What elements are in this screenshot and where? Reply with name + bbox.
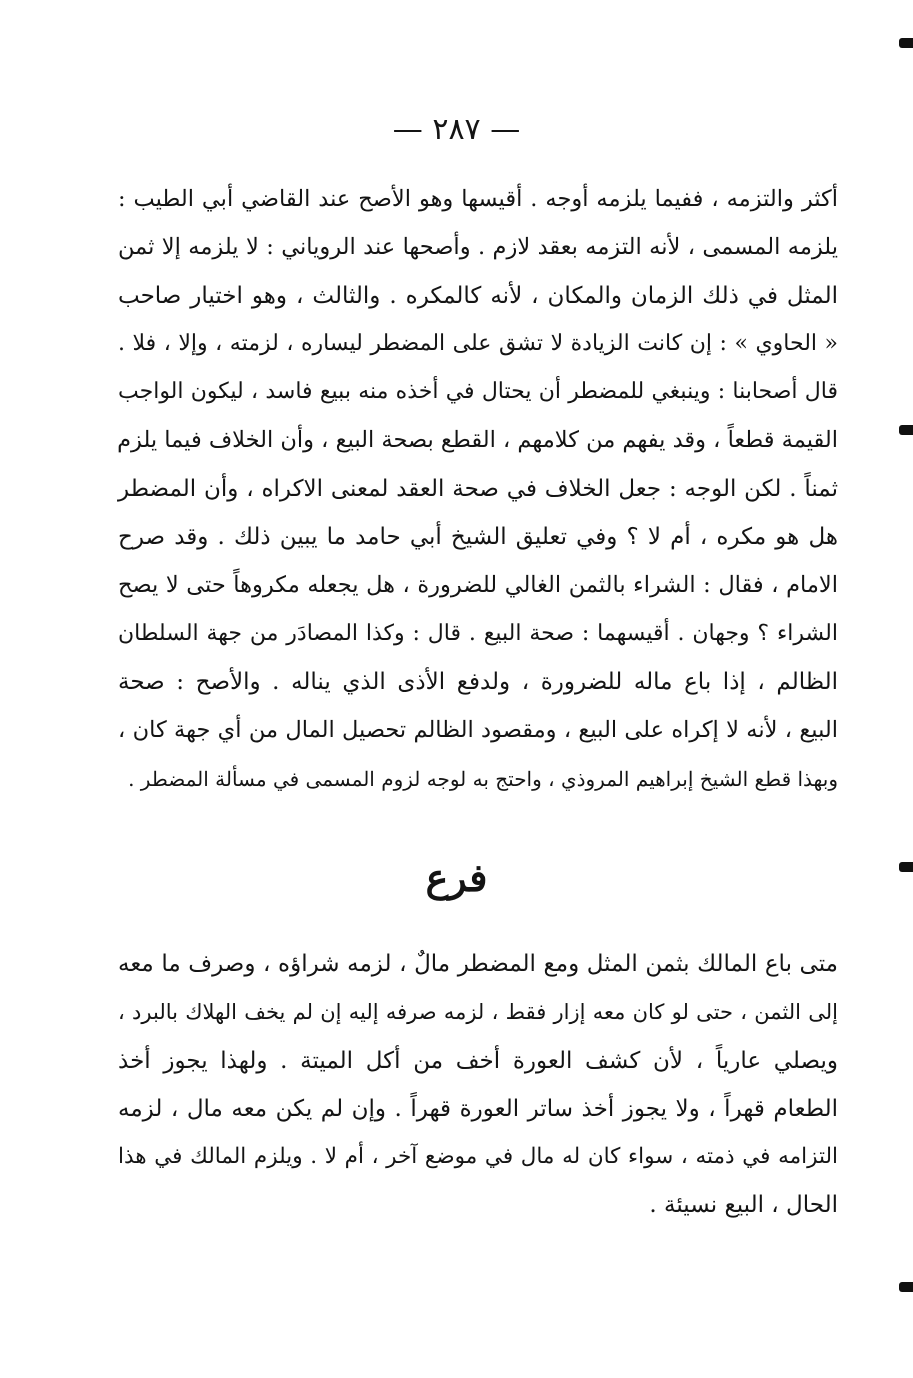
paragraph-main xyxy=(118,175,838,803)
text-line: الشراء ؟ وجهان . أقيسهما : صحة البيع . قال : وكذا المصادَر من جهة السلطان xyxy=(118,620,838,646)
margin-mark xyxy=(899,425,913,435)
text-line: ويصلي عارياً ، لأن كشف العورة أخف من أكل الميتة . ولهذا يجوز أخذ xyxy=(118,1047,838,1074)
text-line: متى باع المالك بثمن المثل ومع المضطر مالٌ ، لزمه شراؤه ، وصرف ما معه xyxy=(118,951,838,977)
text-line: يلزمه المسمى ، لأنه التزمه بعقد لازم . وأصحها عند الروياني : لا يلزمه إلا ثمن xyxy=(118,234,838,261)
page-number: — ٢٨٧ — xyxy=(392,112,521,147)
margin-mark xyxy=(899,1282,913,1292)
text-line: قال أصحابنا : وينبغي للمضطر أن يحتال في أخذه منه ببيع فاسد ، ليكون الواجب xyxy=(118,379,838,405)
text-line: الامام ، فقال : الشراء بالثمن الغالي للضرورة ، هل يجعله مكروهاً حتى لا يصح xyxy=(118,572,838,599)
text-line: إلى الثمن ، حتى لو كان معه إزار فقط ، لزمه صرفه إليه إن لم يخف الهلاك بالبرد ، xyxy=(118,1000,838,1025)
text-line: هل هو مكره ، أم لا ؟ وفي تعليق الشيخ أبي حامد ما يبين ذلك . وقد صرح xyxy=(118,524,838,551)
text-line: « الحاوي » : إن كانت الزيادة لا تشق على المضطر ليساره ، لزمته ، وإلا ، فلا . xyxy=(118,330,838,356)
text-line: البيع ، لأنه لا إكراه على البيع ، ومقصود الظالم تحصيل المال من أي جهة كان ، xyxy=(118,717,838,744)
text-line: الطعام قهراً ، ولا يجوز أخذ ساتر العورة قهراً . وإن لم يكن معه مال ، لزمه xyxy=(118,1095,838,1122)
paragraph-far xyxy=(118,940,838,1230)
text-line: المثل في ذلك الزمان والمكان ، لأنه كالمكره . والثالث ، وهو اختيار صاحب xyxy=(118,282,838,309)
text-line: الحال ، البيع نسيئة . xyxy=(649,1192,838,1219)
text-line: ثمناً . لكن الوجه : جعل الخلاف في صحة العقد لمعنى الاكراه ، وأن المضطر xyxy=(118,475,838,502)
text-line: وبهذا قطع الشيخ إبراهيم المروذي ، واحتج به لوجه لزوم المسمى في مسألة المضطر . xyxy=(128,766,838,791)
text-line: الظالم ، إذا باع ماله للضرورة ، ولدفع الأذى الذي يناله . والأصح : صحة xyxy=(118,668,838,695)
text-line: القيمة قطعاً ، وقد يفهم من كلامهم ، القطع بصحة البيع ، وأن الخلاف فيما يلزم xyxy=(117,427,838,454)
margin-mark xyxy=(899,862,913,872)
text-line: التزامه في ذمته ، سواء كان له مال في موضع آخر ، أم لا . ويلزم المالك في هذا xyxy=(118,1144,838,1170)
margin-mark xyxy=(899,38,913,48)
text-line: أكثر والتزمه ، ففيما يلزمه أوجه . أقيسها وهو الأصح عند القاضي أبي الطيب : xyxy=(118,186,838,212)
section-heading: فرع xyxy=(425,855,488,900)
